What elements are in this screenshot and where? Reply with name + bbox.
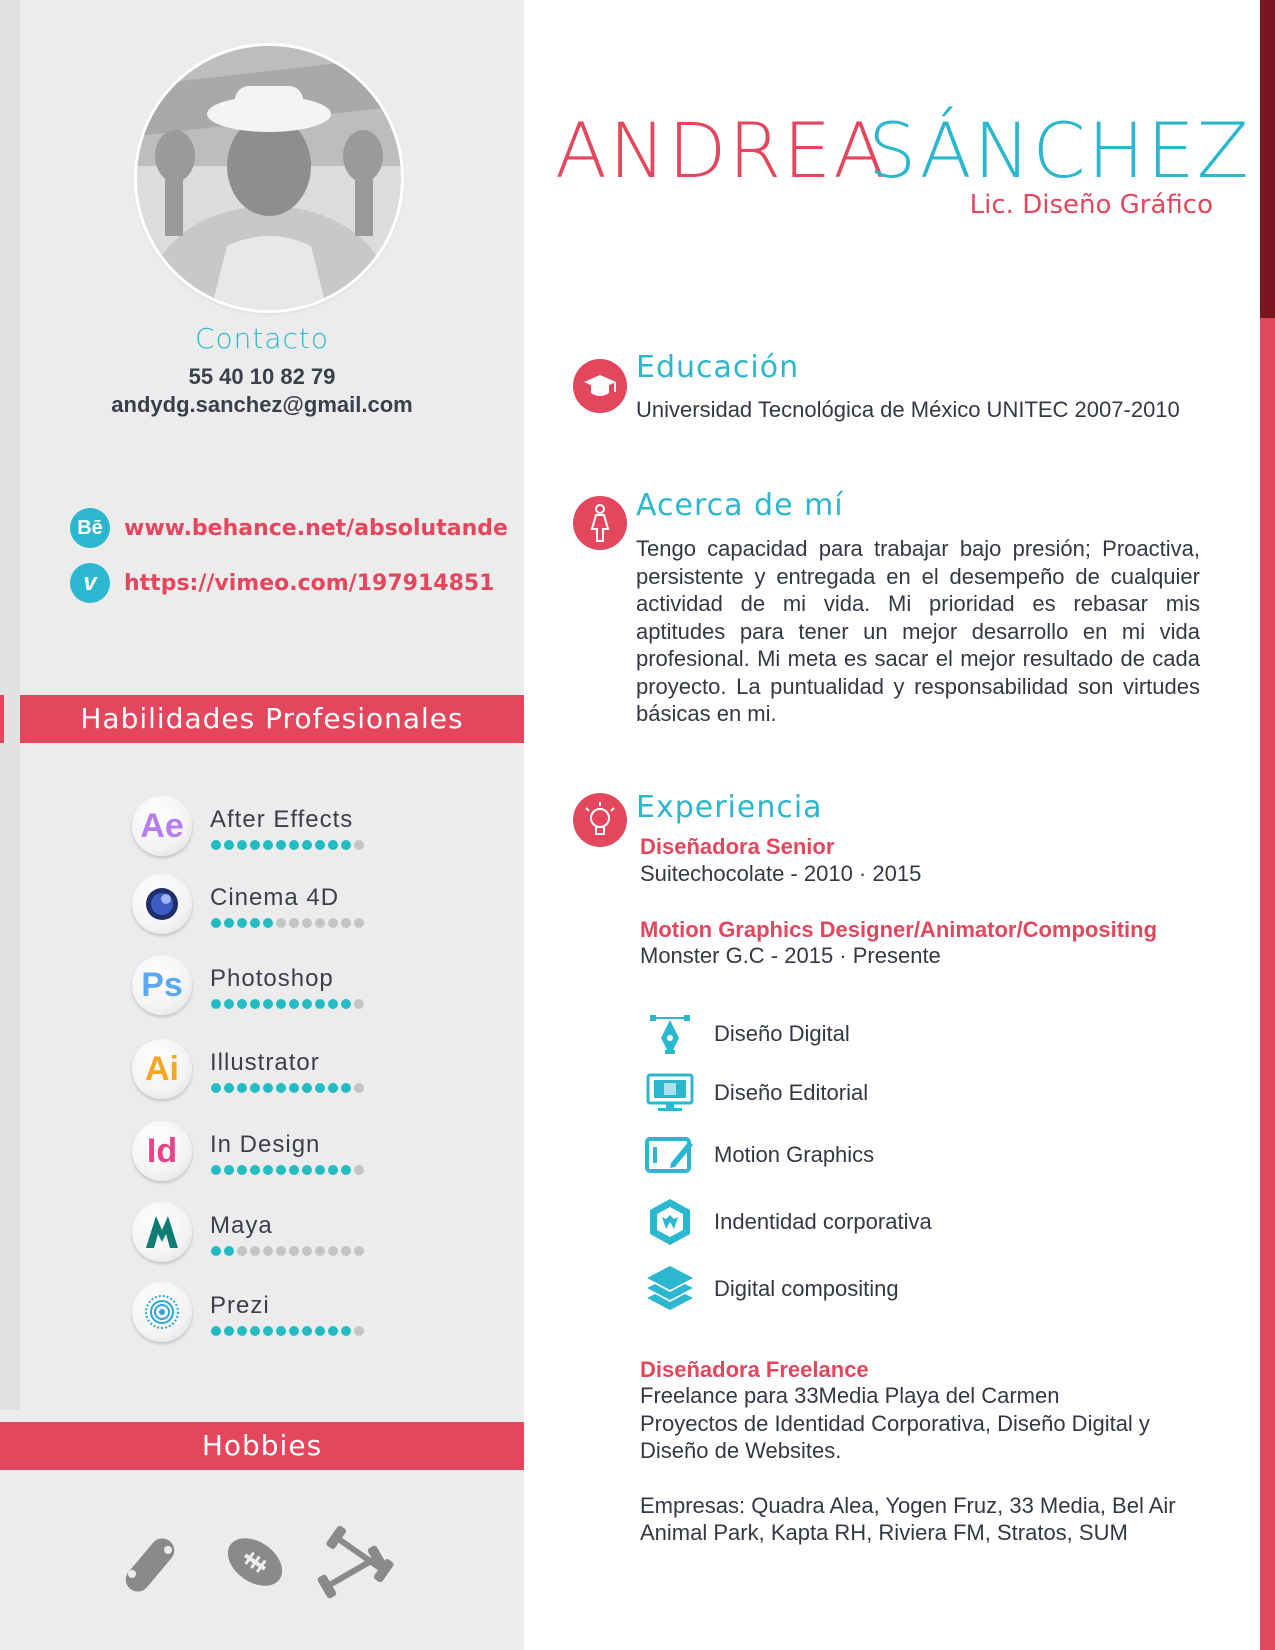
avatar [137,46,401,310]
skill-rating-dot [341,1083,351,1093]
skill-rating-dot [211,999,221,1009]
lightbulb-icon [573,793,627,847]
skill-rating [211,1165,367,1175]
job-detail: Freelance para 33Media Playa del Carmen [640,1383,1060,1408]
skill-rating-dot [341,840,351,850]
skill-rating [211,1083,367,1093]
last-name: SÁNCHEZ [868,106,1251,195]
skill-rating-dot [250,999,260,1009]
skill-rating-dot [224,999,234,1009]
skill-rating-dot [211,1083,221,1093]
job-detail: Diseño de Websites. [640,1438,842,1463]
contact-phone: 55 40 10 82 79 [188,364,336,389]
about-text: Tengo capacidad para trabajar bajo presión; Proactiva, persistente y entregada en el desempeño de cualquier actividad de mi vida. Mi prioridad es rebasar mis aptitudes para tener un mejor desarrollo en mi vida profesional. Mi meta es sacar el mejor resultado de cada proyecto. La puntualidad y responsabilidad son virtudes básicas en mi. [636,536,1200,726]
pen-tool-icon [644,1009,696,1059]
skill-rating-dot [289,840,299,850]
vimeo-url[interactable]: https://vimeo.com/197914851 [124,570,495,596]
profession-title: Lic. Diseño Gráfico [969,190,1213,220]
service-item [644,1197,932,1247]
skill-rating-dot [354,1083,364,1093]
skateboard-icon [121,1534,179,1597]
skill-item [132,955,472,1021]
skill-rating-dot [302,1326,312,1336]
skill-rating-dot [263,840,273,850]
skill-rating-dot [315,1326,325,1336]
skill-logo-icon [132,1202,192,1262]
skill-rating-dot [250,840,260,850]
contact-heading: Contacto [194,322,330,355]
skill-rating-dot [276,1083,286,1093]
skill-logo-icon: Ai [132,1039,192,1099]
skill-item [132,1202,472,1268]
skill-rating-dot [354,918,364,928]
hobbies-heading: Hobbies [0,1422,524,1470]
skill-rating-dot [237,840,247,850]
skill-rating-dot [263,999,273,1009]
skill-logo-icon [132,874,192,934]
education-text: Universidad Tecnológica de México UNITEC 2007-2010 [636,397,1180,422]
skill-rating-dot [263,918,273,928]
job-title: Diseñadora Senior [640,834,835,859]
service-label: Diseño Digital [714,1021,850,1046]
skill-rating-dot [224,1083,234,1093]
hexagon-logo-icon [644,1197,696,1247]
skill-rating-dot [302,918,312,928]
skill-rating-dot [276,1165,286,1175]
skill-rating-dot [276,918,286,928]
skill-rating [211,840,367,850]
service-item [644,1009,850,1059]
skill-rating-dot [328,840,338,850]
skill-rating-dot [237,1083,247,1093]
skill-rating-dot [211,1246,221,1256]
skill-rating-dot [250,1326,260,1336]
skill-item [132,874,472,940]
skill-rating-dot [302,1246,312,1256]
skill-rating-dot [289,918,299,928]
skill-rating-dot [211,840,221,850]
skill-rating-dot [224,1326,234,1336]
skill-rating-dot [341,999,351,1009]
skill-rating-dot [328,918,338,928]
skill-rating-dot [250,1246,260,1256]
graduation-cap-icon [573,359,627,413]
first-name: ANDREA [555,106,888,195]
hobby-icons [120,1520,430,1600]
skill-logo-icon: Ae [132,796,192,856]
skill-rating-dot [315,1083,325,1093]
skills-heading: Habilidades Profesionales [20,695,524,743]
service-label: Motion Graphics [714,1142,875,1167]
right-edge-bar [1260,318,1275,1650]
skill-name: Prezi [210,1292,270,1319]
skill-rating-dot [276,999,286,1009]
skill-rating [211,918,367,928]
right-edge-bar-dark [1260,0,1275,318]
skill-rating-dot [237,1246,247,1256]
skill-rating-dot [341,1165,351,1175]
service-label: Digital compositing [714,1276,899,1301]
skill-item [132,1039,472,1105]
job-title: Diseñadora Freelance [640,1357,869,1382]
monitor-icon [644,1068,696,1118]
skill-rating-dot [354,1326,364,1336]
skill-rating-dot [328,1165,338,1175]
skill-rating-dot [328,1326,338,1336]
skill-rating-dot [341,918,351,928]
skill-name: Cinema 4D [210,884,340,911]
profile-photo [137,46,401,310]
contact-email[interactable]: andydg.sanchez@gmail.com [111,392,413,417]
skill-rating-dot [315,840,325,850]
skill-rating-dot [289,1165,299,1175]
skill-rating-dot [289,1326,299,1336]
skill-rating-dot [224,1165,234,1175]
job-detail: Suitechocolate - 2010 · 2015 [640,861,922,886]
skill-rating-dot [328,1246,338,1256]
skill-rating-dot [263,1246,273,1256]
skill-rating-dot [302,840,312,850]
vimeo-link[interactable] [70,563,495,603]
skill-rating [211,1246,367,1256]
skill-name: Maya [210,1212,273,1239]
education-heading: Educación [636,350,800,385]
skill-rating-dot [276,1326,286,1336]
skill-rating-dot [237,1326,247,1336]
skill-rating-dot [211,1326,221,1336]
job-detail: Empresas: Quadra Alea, Yogen Fruz, 33 Media, Bel Air [640,1493,1176,1518]
skill-rating-dot [302,1165,312,1175]
skill-rating-dot [289,999,299,1009]
skill-rating-dot [341,1246,351,1256]
skill-rating-dot [263,1083,273,1093]
skill-name: Illustrator [210,1049,320,1076]
skill-rating-dot [263,1326,273,1336]
skill-item [132,1121,472,1187]
tablet-icon [644,1130,696,1180]
skill-rating-dot [211,918,221,928]
behance-url[interactable]: www.behance.net/absolutande [124,515,508,541]
skill-rating-dot [224,1246,234,1256]
skill-rating-dot [289,1083,299,1093]
skill-logo-icon: Ps [132,955,192,1015]
skill-logo-icon: Id [132,1121,192,1181]
job-title: Motion Graphics Designer/Animator/Compositing [640,917,1158,942]
behance-link[interactable] [70,508,508,548]
skill-rating-dot [289,1246,299,1256]
skill-rating-dot [341,1326,351,1336]
service-item [644,1264,899,1314]
skill-item [132,1282,472,1348]
vimeo-icon: v [70,563,110,603]
skill-rating-dot [237,999,247,1009]
skill-rating-dot [276,1246,286,1256]
service-label: Indentidad corporativa [714,1209,932,1234]
skill-rating-dot [328,999,338,1009]
job-detail: Animal Park, Kapta RH, Riviera FM, Stratos, SUM [640,1520,1128,1545]
skill-rating [211,1326,367,1336]
football-icon [219,1528,291,1595]
job-detail: Monster G.C - 2015 · Presente [640,943,941,968]
skill-item [132,796,472,862]
skill-rating-dot [211,1165,221,1175]
skill-rating-dot [315,999,325,1009]
skill-rating [211,999,367,1009]
skill-rating-dot [354,999,364,1009]
skill-rating-dot [250,1083,260,1093]
skill-rating-dot [328,1083,338,1093]
skill-rating-dot [302,999,312,1009]
skill-name: After Effects [210,806,354,833]
skill-rating-dot [224,840,234,850]
dumbbell-icon [317,1525,395,1600]
skill-name: Photoshop [210,965,334,992]
skill-rating-dot [250,918,260,928]
skill-name: In Design [210,1131,321,1158]
skill-rating-dot [276,840,286,850]
skill-rating-dot [354,840,364,850]
job-detail: Proyectos de Identidad Corporativa, Diseño Digital y [640,1411,1150,1436]
skill-rating-dot [224,918,234,928]
service-item [644,1130,874,1180]
skill-rating-dot [250,1165,260,1175]
about-heading: Acerca de mí [636,488,844,523]
service-label: Diseño Editorial [714,1080,869,1105]
skill-rating-dot [237,918,247,928]
skill-rating-dot [237,1165,247,1175]
woman-icon [573,496,627,550]
skill-logo-icon [132,1282,192,1342]
experience-heading: Experiencia [636,790,823,825]
skill-rating-dot [354,1246,364,1256]
behance-icon: Bē [70,508,110,548]
service-item [644,1068,868,1118]
skill-rating-dot [354,1165,364,1175]
skill-rating-dot [315,1165,325,1175]
sidebar-red-marker [0,695,4,743]
layers-icon [644,1264,696,1314]
skill-rating-dot [315,1246,325,1256]
skill-rating-dot [263,1165,273,1175]
skill-rating-dot [315,918,325,928]
skill-rating-dot [302,1083,312,1093]
